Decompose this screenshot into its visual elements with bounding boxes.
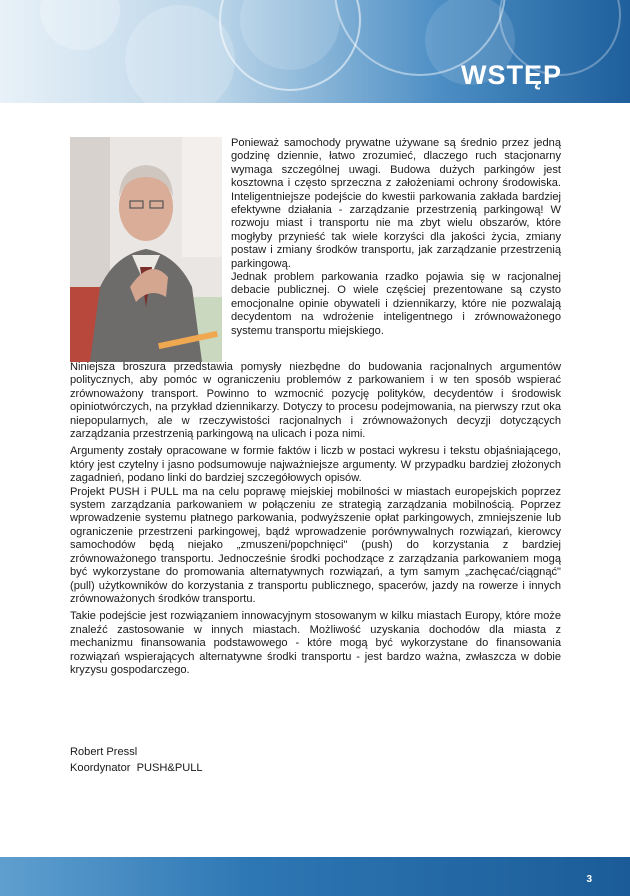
main-text — [70, 361, 561, 677]
intro-paragraph-1: Ponieważ samochody prywatne używane są średnio przez jedną godzinę dziennie, łatwo zrozumieć, dlaczego ruch stacjonarny wymaga szczególnej uwagi. Budowa dużych parkingów jest kosztowna i często sprzeczna z założeniami ochrony środowiska. Inteligentniejsze podejście do kwestii parkowania zakłada bardziej efektywne działania - zarządzanie przestrzenią parkingową! W rozwoju miast i transportu nie ma zbyt wielu obszarów, które mogłyby przynieść tak wiele korzyści dla jakości życia, zmiany postaw i zmiany środków transportu, jak zarządzanie przestrzenią parkingową. — [231, 137, 561, 270]
signature-role: Koordynator PUSH&PULL — [70, 762, 203, 774]
main-paragraph-4: Takie podejście jest rozwiązaniem innowacyjnym stosowanym w kilku miastach Europy, które może znaleźć zastosowanie w innych miastach. Możliwość uzyskania dochodów dla miasta z mechanizmu finansowania podstawowego - które mogą być wykorzystane do finansowania rozwiązań wspierających alternatywne środki transportu - jest bardzo ważna, zwłaszcza w dobie kryzysu gospodarczego. — [70, 610, 561, 676]
main-paragraph-1: Niniejsza broszura przedstawia pomysły niezbędne do budowania racjonalnych argumentów politycznych, aby pomóc w ograniczeniu problemów z parkowaniem i w ten sposób wspierać zrównoważony transport. Powinno to wzmocnić pozycję polityków, decydentów i środowisk opiniotwórczych, na przykład dziennikarzy. Dotyczy to procesu podejmowania, na pierwszy rzut oka niepopularnych, ale w rzeczywistości racjonalnych i zrównoważonych decyzji dotyczących zarządzania przestrzenią parkingową na ulicach i poza nimi. — [70, 361, 561, 441]
signature — [70, 744, 203, 776]
main-paragraph-3: Projekt PUSH i PULL ma na celu poprawę miejskiej mobilności w miastach europejskich poprzez system zarządzania parkowaniem w połączeniu ze strategią zarządzania mobilnością. Poprzez wprowadzenie systemu płatnego parkowania, podwyższenie opłat parkingowych, zmniejszenie lub ograniczenie przestrzeni parkingowej, bądź wprowadzenie porównywalnych rozwiązań, kierowcy samochodów będą niejako „zmuszeni/popchnięci" (push) do korzystania z bardziej zrównoważonego transportu. Jednocześnie środki pochodzące z zarządzania parkowaniem mogą być wykorzystane do promowania alternatywnych rozwiązań, a tym samym „zachęcać/ciągnąć" (pull) użytkowników do korzystania z transportu publicznego, spacerów, jazdy na rowerze i innych zrównoważonych środków transportu. — [70, 485, 561, 605]
main-paragraph-2: Argumenty zostały opracowane w formie faktów i liczb w postaci wykresu i tekstu objaśniającego, który jest czytelny i jasno podsumowuje najważniejsze argumenty. W przypadku bardziej złożonych zagadnień, podano linki do bardziej szczegółowych opisów. — [70, 445, 561, 485]
intro-paragraph-2: Jednak problem parkowania rzadko pojawia się w racjonalnej debacie publicznej. O wiele częściej prezentowane są czysto emocjonalne opinie obywateli i dziennikarzy, które nie pozwalają decydentom na wdrożenie inteligentnego i zrównoważonego systemu transportu miejskiego. — [231, 271, 561, 337]
footer-bar — [0, 857, 630, 896]
intro-text — [231, 137, 561, 338]
page-number: 3 — [586, 874, 592, 885]
portrait-photo — [70, 137, 222, 362]
signature-name: Robert Pressl — [70, 746, 138, 758]
page-title: WSTĘP — [460, 60, 562, 90]
header-banner — [0, 0, 630, 103]
